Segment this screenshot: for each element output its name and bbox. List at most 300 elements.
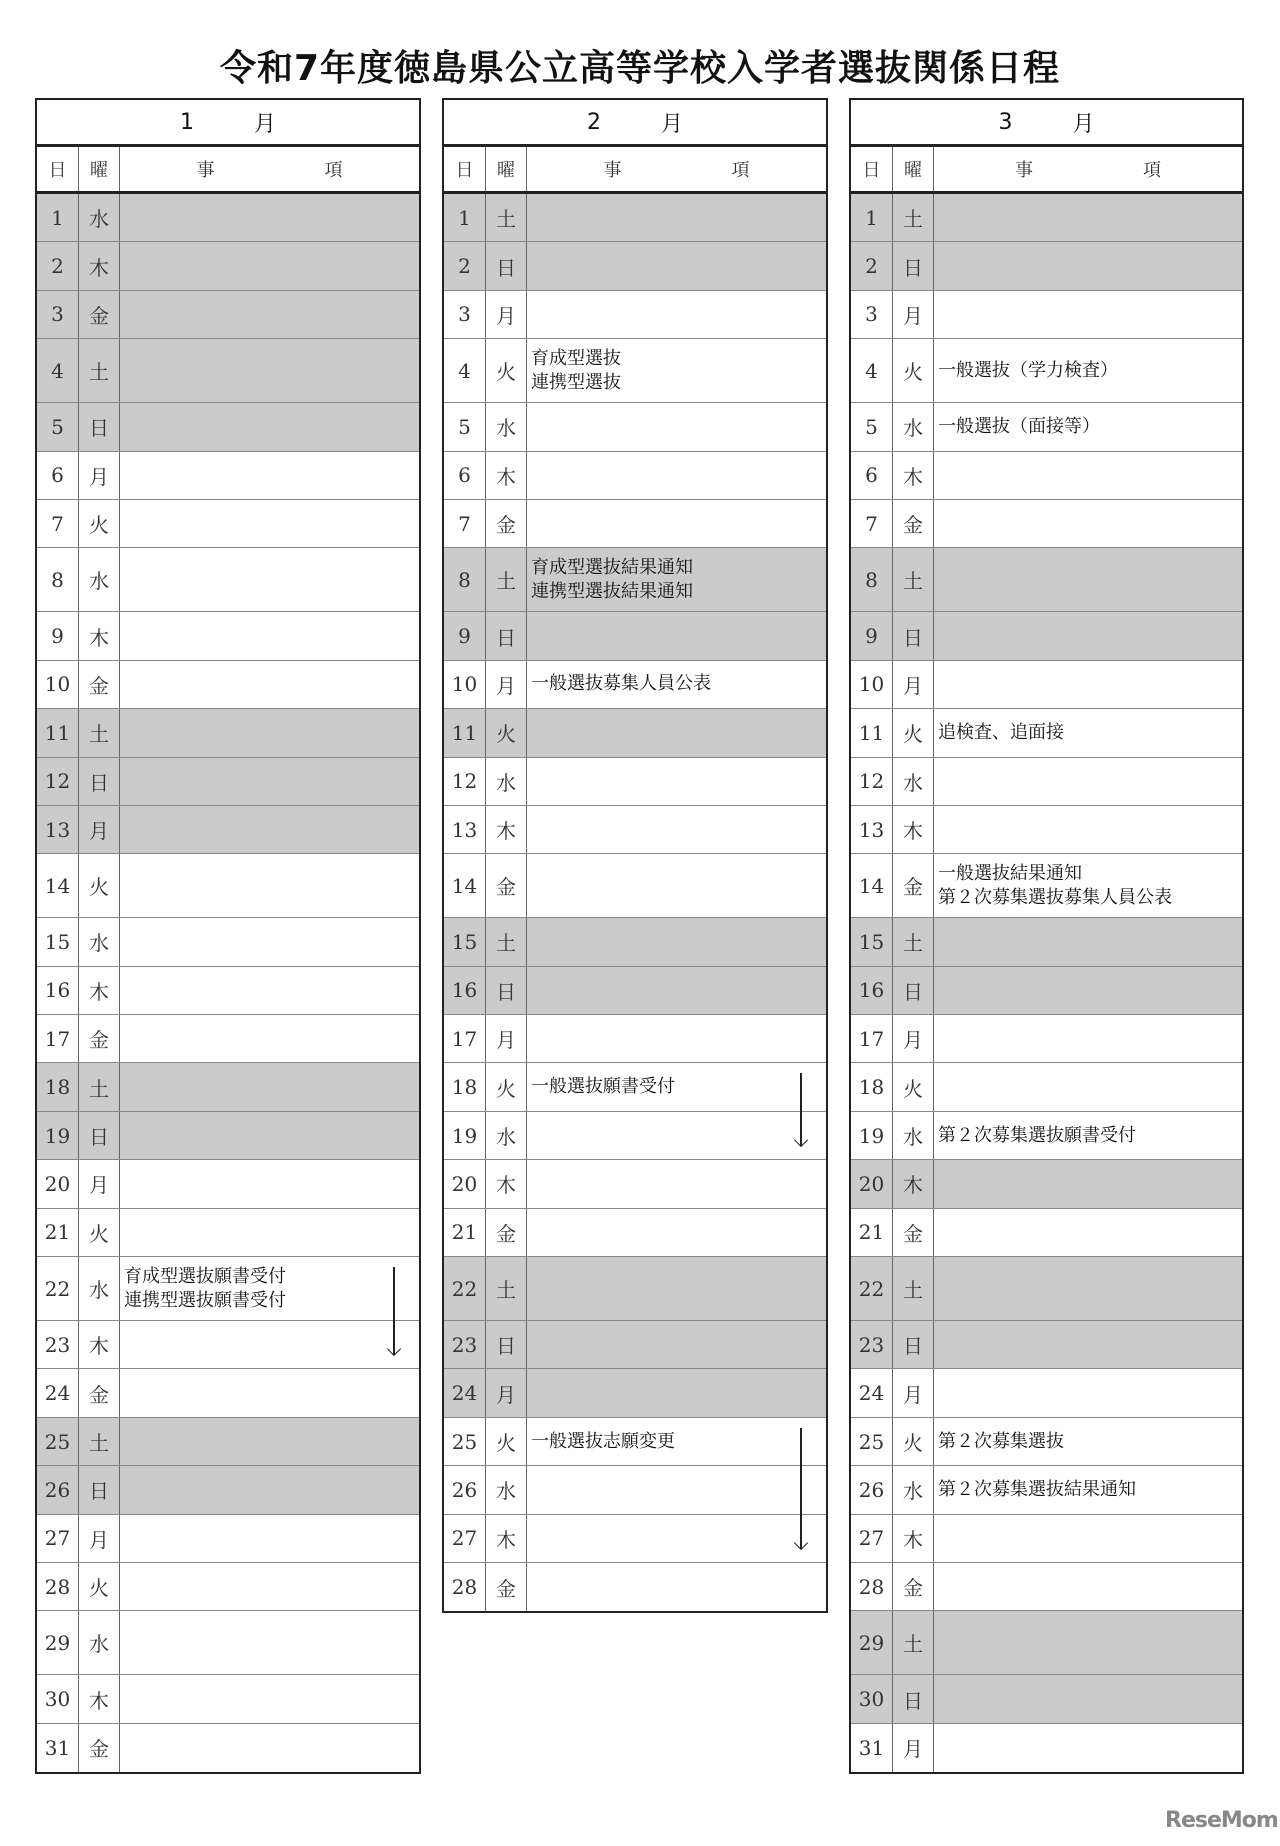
weekday: 日 — [486, 612, 527, 659]
weekday: 水 — [893, 758, 934, 805]
day-row — [37, 918, 419, 966]
header-day: 日 — [37, 147, 79, 191]
weekday: 月 — [893, 1369, 934, 1416]
day-row — [444, 1257, 826, 1321]
event-cell — [527, 967, 826, 1014]
event-cell — [527, 758, 826, 805]
day-row — [444, 500, 826, 548]
day-row — [851, 1160, 1242, 1208]
event-cell — [120, 1724, 419, 1772]
event-line: 連携型選抜結果通知 — [531, 580, 693, 602]
event-cell — [120, 339, 419, 402]
event-cell — [527, 709, 826, 756]
day-number: 6 — [444, 452, 486, 499]
day-number: 29 — [37, 1611, 79, 1674]
weekday: 月 — [893, 661, 934, 708]
event-line: 一般選抜（学力検査） — [938, 359, 1118, 381]
day-number: 14 — [851, 854, 893, 917]
day-number: 19 — [444, 1112, 486, 1159]
event-text — [938, 721, 1064, 745]
day-row — [444, 291, 826, 339]
column-headers — [851, 147, 1242, 194]
day-row — [444, 1369, 826, 1417]
weekday: 日 — [79, 758, 120, 805]
event-cell — [934, 1611, 1242, 1674]
weekday: 水 — [79, 918, 120, 965]
day-number: 17 — [444, 1015, 486, 1062]
weekday: 水 — [486, 758, 527, 805]
day-row — [37, 194, 419, 242]
event-cell — [527, 1015, 826, 1062]
day-number: 26 — [37, 1466, 79, 1513]
day-number: 16 — [444, 967, 486, 1014]
day-row — [37, 758, 419, 806]
event-cell — [934, 452, 1242, 499]
day-row — [851, 918, 1242, 966]
day-row — [444, 806, 826, 854]
day-number: 18 — [37, 1063, 79, 1110]
weekday: 月 — [486, 291, 527, 338]
header-event — [527, 147, 826, 191]
weekday: 木 — [486, 1160, 527, 1207]
day-row — [444, 1209, 826, 1257]
day-number: 26 — [851, 1466, 893, 1513]
day-row — [37, 403, 419, 451]
header-event-b: 項 — [324, 160, 343, 181]
event-text — [531, 1075, 675, 1099]
event-cell — [120, 1063, 419, 1110]
day-row — [444, 1063, 826, 1111]
day-number: 17 — [37, 1015, 79, 1062]
day-number: 9 — [851, 612, 893, 659]
event-cell — [120, 1321, 419, 1368]
weekday: 水 — [486, 403, 527, 450]
event-cell — [934, 967, 1242, 1014]
event-cell — [934, 1321, 1242, 1368]
weekday: 土 — [79, 1063, 120, 1110]
event-cell — [934, 709, 1242, 756]
event-text — [938, 1478, 1136, 1502]
event-cell — [120, 194, 419, 241]
event-cell — [934, 1160, 1242, 1207]
event-cell — [120, 709, 419, 756]
day-row — [37, 1063, 419, 1111]
column-headers — [444, 147, 826, 194]
day-row — [851, 1369, 1242, 1417]
day-row — [851, 1466, 1242, 1514]
day-number: 29 — [851, 1611, 893, 1674]
weekday: 水 — [893, 1466, 934, 1513]
day-row — [851, 452, 1242, 500]
event-cell — [120, 403, 419, 450]
day-number: 24 — [444, 1369, 486, 1416]
event-cell — [120, 661, 419, 708]
month-number: 1 — [179, 109, 194, 135]
day-number: 11 — [37, 709, 79, 756]
event-cell — [527, 1112, 826, 1159]
day-number: 28 — [37, 1563, 79, 1610]
weekday: 土 — [486, 194, 527, 241]
day-number: 4 — [37, 339, 79, 402]
day-row — [37, 661, 419, 709]
event-cell — [120, 1515, 419, 1562]
day-row — [851, 1563, 1242, 1611]
event-cell — [120, 806, 419, 853]
day-row — [851, 612, 1242, 660]
event-line: 追検査、追面接 — [938, 721, 1064, 743]
month-number: 3 — [998, 109, 1013, 135]
day-row — [37, 854, 419, 918]
day-number: 30 — [851, 1675, 893, 1722]
month-table-2 — [442, 98, 828, 1613]
event-cell — [934, 339, 1242, 402]
event-cell — [527, 1466, 826, 1513]
day-number: 13 — [444, 806, 486, 853]
event-cell — [934, 1015, 1242, 1062]
event-cell — [934, 1515, 1242, 1562]
day-number: 5 — [37, 403, 79, 450]
event-cell — [120, 452, 419, 499]
day-number: 22 — [444, 1257, 486, 1320]
day-number: 17 — [851, 1015, 893, 1062]
weekday: 金 — [486, 1209, 527, 1256]
day-number: 26 — [444, 1466, 486, 1513]
weekday: 日 — [486, 242, 527, 289]
event-cell — [527, 403, 826, 450]
event-cell — [120, 1015, 419, 1062]
header-event-b: 項 — [1143, 160, 1161, 181]
day-number: 10 — [37, 661, 79, 708]
day-row — [851, 1063, 1242, 1111]
event-cell — [934, 1466, 1242, 1513]
day-number: 20 — [851, 1160, 893, 1207]
event-text — [531, 672, 711, 696]
day-row — [37, 1466, 419, 1514]
day-row — [444, 758, 826, 806]
weekday: 金 — [79, 661, 120, 708]
day-number: 15 — [444, 918, 486, 965]
event-line: 育成型選抜結果通知 — [531, 556, 693, 578]
month-label: 月 — [253, 111, 276, 137]
day-number: 27 — [851, 1515, 893, 1562]
day-row — [444, 1015, 826, 1063]
weekday: 土 — [893, 918, 934, 965]
weekday: 月 — [79, 1160, 120, 1207]
day-row — [37, 1515, 419, 1563]
event-cell — [527, 194, 826, 241]
weekday: 木 — [486, 1515, 527, 1562]
day-row — [37, 1724, 419, 1772]
weekday: 日 — [79, 1112, 120, 1159]
day-row — [444, 1418, 826, 1466]
header-event — [934, 147, 1242, 191]
day-number: 9 — [444, 612, 486, 659]
weekday: 金 — [486, 500, 527, 547]
event-cell — [934, 1257, 1242, 1320]
event-text — [938, 1430, 1064, 1454]
event-cell — [934, 548, 1242, 611]
weekday: 木 — [893, 1515, 934, 1562]
event-text — [938, 862, 1172, 910]
weekday: 土 — [486, 918, 527, 965]
day-number: 16 — [851, 967, 893, 1014]
day-number: 28 — [444, 1563, 486, 1611]
weekday: 月 — [893, 291, 934, 338]
day-row — [851, 1015, 1242, 1063]
day-number: 31 — [37, 1724, 79, 1772]
event-cell — [934, 1063, 1242, 1110]
day-row — [37, 709, 419, 757]
event-cell — [120, 612, 419, 659]
day-row — [37, 291, 419, 339]
day-row — [37, 967, 419, 1015]
day-number: 18 — [851, 1063, 893, 1110]
weekday: 金 — [79, 1724, 120, 1772]
weekday: 土 — [486, 548, 527, 611]
event-cell — [120, 1257, 419, 1320]
event-cell — [527, 500, 826, 547]
event-cell — [934, 918, 1242, 965]
day-number: 27 — [37, 1515, 79, 1562]
weekday: 火 — [893, 339, 934, 402]
day-row — [851, 291, 1242, 339]
weekday: 木 — [486, 452, 527, 499]
weekday: 金 — [893, 1209, 934, 1256]
event-line: 一般選抜募集人員公表 — [531, 673, 711, 695]
header-event-a: 事 — [603, 160, 622, 181]
day-number: 3 — [851, 291, 893, 338]
day-row — [444, 661, 826, 709]
event-cell — [527, 1563, 826, 1611]
weekday: 火 — [79, 854, 120, 917]
day-row — [851, 403, 1242, 451]
weekday: 土 — [79, 1418, 120, 1465]
day-number: 31 — [851, 1724, 893, 1772]
day-number: 7 — [37, 500, 79, 547]
month-table-3 — [849, 98, 1244, 1774]
day-number: 4 — [444, 339, 486, 402]
event-cell — [934, 1675, 1242, 1722]
day-row — [37, 806, 419, 854]
weekday: 木 — [893, 806, 934, 853]
event-cell — [527, 1369, 826, 1416]
day-number: 1 — [444, 194, 486, 241]
event-line: 一般選抜志願変更 — [531, 1430, 675, 1452]
weekday: 月 — [486, 1015, 527, 1062]
weekday: 木 — [79, 1675, 120, 1722]
weekday: 日 — [893, 1321, 934, 1368]
day-number: 11 — [851, 709, 893, 756]
weekday: 土 — [893, 548, 934, 611]
event-cell — [527, 806, 826, 853]
event-cell — [120, 1418, 419, 1465]
event-cell — [527, 1063, 826, 1110]
weekday: 金 — [486, 1563, 527, 1611]
day-row — [851, 1209, 1242, 1257]
day-row — [37, 1611, 419, 1675]
day-number: 4 — [851, 339, 893, 402]
event-line: 第２次募集選抜願書受付 — [938, 1124, 1136, 1146]
weekday: 水 — [79, 1257, 120, 1320]
day-number: 24 — [851, 1369, 893, 1416]
day-number: 1 — [37, 194, 79, 241]
month-number: 2 — [586, 109, 601, 135]
event-cell — [934, 291, 1242, 338]
header-day: 日 — [851, 147, 893, 191]
day-number: 23 — [444, 1321, 486, 1368]
day-row — [851, 806, 1242, 854]
event-cell — [120, 967, 419, 1014]
weekday: 水 — [486, 1466, 527, 1513]
day-row — [851, 1321, 1242, 1369]
event-line: 連携型選抜 — [531, 371, 621, 393]
weekday: 水 — [79, 548, 120, 611]
day-number: 13 — [37, 806, 79, 853]
weekday: 土 — [893, 194, 934, 241]
event-cell — [527, 918, 826, 965]
day-row — [851, 1112, 1242, 1160]
event-cell — [934, 194, 1242, 241]
weekday: 水 — [893, 403, 934, 450]
day-number: 12 — [444, 758, 486, 805]
weekday: 木 — [486, 806, 527, 853]
day-row — [851, 758, 1242, 806]
weekday: 日 — [893, 242, 934, 289]
event-line: 一般選抜願書受付 — [531, 1076, 675, 1098]
event-cell — [120, 1675, 419, 1722]
day-row — [37, 1321, 419, 1369]
day-number: 2 — [37, 242, 79, 289]
event-text — [124, 1265, 286, 1313]
weekday: 月 — [893, 1724, 934, 1772]
day-row — [444, 1563, 826, 1611]
weekday: 木 — [893, 1160, 934, 1207]
day-row — [37, 452, 419, 500]
weekday: 日 — [79, 403, 120, 450]
day-number: 19 — [851, 1112, 893, 1159]
day-number: 5 — [851, 403, 893, 450]
header-weekday: 曜 — [79, 147, 120, 191]
day-row — [851, 854, 1242, 918]
day-number: 14 — [37, 854, 79, 917]
weekday: 火 — [79, 1209, 120, 1256]
event-cell — [527, 854, 826, 917]
day-number: 18 — [444, 1063, 486, 1110]
weekday: 月 — [79, 452, 120, 499]
event-cell — [527, 242, 826, 289]
event-cell — [120, 1611, 419, 1674]
day-number: 25 — [444, 1418, 486, 1465]
month-label: 月 — [1072, 111, 1095, 137]
month-label: 月 — [660, 111, 683, 137]
weekday: 金 — [79, 1015, 120, 1062]
day-number: 14 — [444, 854, 486, 917]
day-row — [444, 1515, 826, 1563]
day-row — [444, 1112, 826, 1160]
day-number: 23 — [851, 1321, 893, 1368]
page-title: 令和7年度徳島県公立高等学校入学者選抜関係日程 — [219, 48, 1061, 89]
weekday: 木 — [79, 967, 120, 1014]
weekday: 日 — [486, 967, 527, 1014]
event-cell — [934, 500, 1242, 547]
day-row — [37, 500, 419, 548]
event-text — [938, 415, 1100, 439]
day-row — [444, 339, 826, 403]
weekday: 火 — [486, 1063, 527, 1110]
day-number: 8 — [444, 548, 486, 611]
day-row — [37, 339, 419, 403]
event-cell — [527, 1321, 826, 1368]
event-cell — [120, 500, 419, 547]
weekday: 火 — [79, 1563, 120, 1610]
day-row — [444, 452, 826, 500]
day-number: 20 — [37, 1160, 79, 1207]
day-row — [851, 709, 1242, 757]
header-weekday: 曜 — [486, 147, 527, 191]
day-number: 21 — [444, 1209, 486, 1256]
day-row — [444, 612, 826, 660]
day-row — [37, 1160, 419, 1208]
month-header — [851, 100, 1242, 147]
day-row — [444, 854, 826, 918]
header-weekday: 曜 — [893, 147, 934, 191]
weekday: 金 — [79, 1369, 120, 1416]
event-cell — [934, 1418, 1242, 1465]
weekday: 木 — [79, 612, 120, 659]
header-event-a: 事 — [1015, 160, 1033, 181]
day-row — [444, 918, 826, 966]
weekday: 金 — [893, 500, 934, 547]
day-number: 11 — [444, 709, 486, 756]
day-number: 2 — [851, 242, 893, 289]
event-cell — [934, 1209, 1242, 1256]
event-cell — [934, 854, 1242, 917]
day-row — [851, 242, 1242, 290]
event-cell — [120, 1209, 419, 1256]
event-cell — [934, 758, 1242, 805]
day-row — [851, 1724, 1242, 1772]
event-cell — [934, 806, 1242, 853]
weekday: 土 — [79, 709, 120, 756]
month-table-1 — [35, 98, 421, 1774]
weekday: 土 — [893, 1611, 934, 1674]
weekday: 水 — [486, 1112, 527, 1159]
day-row — [37, 612, 419, 660]
day-number: 5 — [444, 403, 486, 450]
event-cell — [120, 1112, 419, 1159]
weekday: 金 — [486, 854, 527, 917]
event-cell — [527, 1257, 826, 1320]
day-row — [444, 709, 826, 757]
header-day: 日 — [444, 147, 486, 191]
day-number: 1 — [851, 194, 893, 241]
event-cell — [934, 242, 1242, 289]
day-number: 20 — [444, 1160, 486, 1207]
event-line: 一般選抜（面接等） — [938, 415, 1100, 437]
day-number: 15 — [37, 918, 79, 965]
header-event-a: 事 — [196, 160, 215, 181]
day-row — [851, 500, 1242, 548]
day-row — [444, 1160, 826, 1208]
day-row — [444, 548, 826, 612]
day-number: 2 — [444, 242, 486, 289]
event-cell — [527, 661, 826, 708]
day-number: 16 — [37, 967, 79, 1014]
month-header — [444, 100, 826, 147]
event-text — [938, 1124, 1136, 1148]
day-number: 7 — [851, 500, 893, 547]
event-text — [531, 347, 621, 395]
